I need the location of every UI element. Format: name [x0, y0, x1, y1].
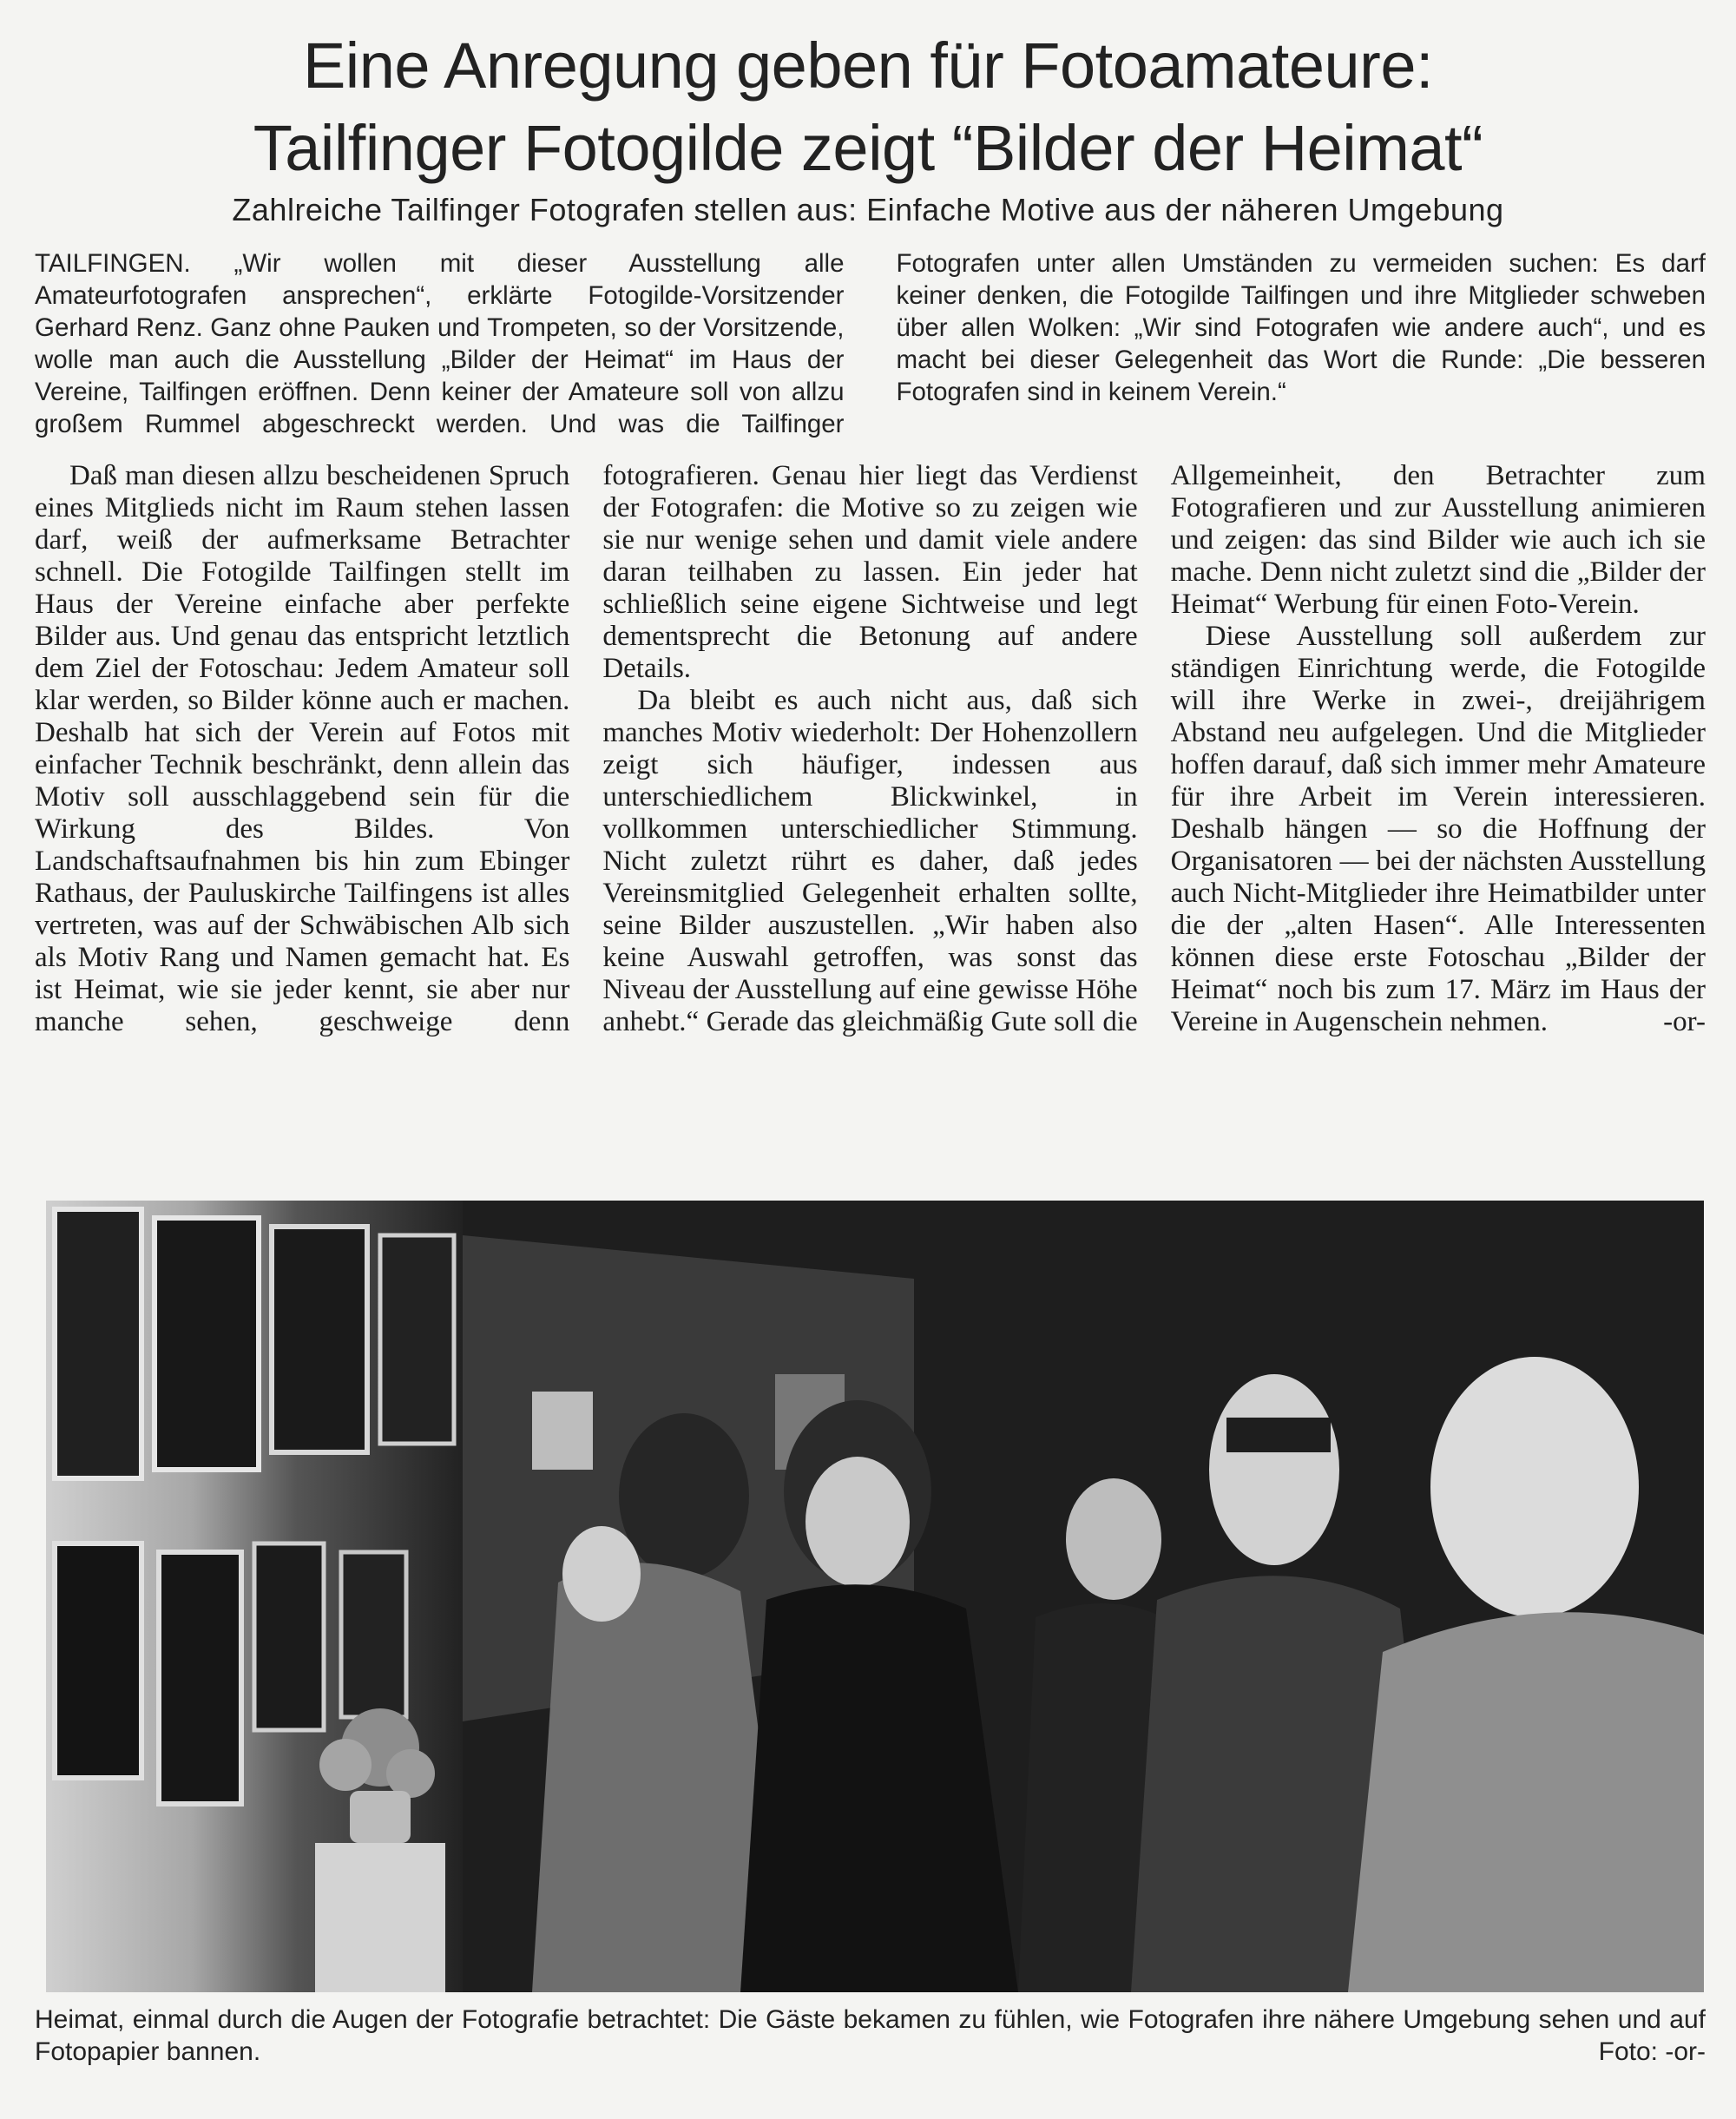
photo-credit: Foto: -or-	[1598, 2037, 1706, 2066]
headline-line-2: Tailfinger Fotogilde zeigt “Bilder der Heimat“	[253, 112, 1483, 184]
intro-paragraph: TAILFINGEN. „Wir wollen mit dieser Ausstellung alle Amateurfotografen ansprechen“, erklärte Fotogilde-Vorsitzender Gerhard Renz. Ganz ohne Pauken und Trompeten, so der Vorsitzende, wolle man auch die Ausstellung „Bilder der Heimat“ im Haus der Vereine, Tailfingen eröffnen. Denn keiner der Amateure soll von allzu großem Rummel abgeschreckt werden. Und was die Tailfinger Fotografen unter allen Umständen zu vermeiden suchen: Es darf keiner denken, die Fotogilde Tailfingen und ihre Mitglieder schweben über allen Wolken: „Wir sind Fotografen wie andere auch“, und es macht bei dieser Gelegenheit das Wort die Runde: „Die besseren Fotografen sind in keinem Verein.“	[35, 249, 1706, 438]
headline-line-1: Eine Anregung geben für Fotoamateure:	[302, 30, 1434, 102]
photo-caption	[35, 2004, 1706, 2068]
subheadline: Zahlreiche Tailfinger Fotografen stellen aus: Einfache Motive aus der näheren Umgebung	[232, 192, 1504, 227]
article-body	[35, 460, 1706, 1172]
body-paragraph-2: Da bleibt es auch nicht aus, daß sich manches Motiv wiederholt: Der Hohenzollern zeigt sich häufiger, indessen aus unterschiedlichem Blickwinkel, in vollkommen unterschiedlicher Stimmung. Nicht zuletzt rührt es daher, daß jedes Vereinsmitglied Gelegenheit erhalten sollte, seine Bilder auszustellen. „Wir haben also keine Auswahl getroffen, was sonst das Niveau der Ausstellung auf eine gewisse Höhe anhebt.“ Gerade das gleichmäßig Gute soll die Allgemeinheit, den Betrachter zum Fotografieren und zur Ausstellung animieren und zeigen: das sind Bilder wie auch ich sie mache. Denn nicht zuletzt sind die „Bilder der Heimat“ Werbung für einen Foto-Verein.	[602, 460, 1706, 1037]
body-paragraph-3	[1171, 621, 1706, 1038]
intro-paragraph-block	[35, 247, 1706, 447]
body-paragraph-3-text: Diese Ausstellung soll außerdem zur ständigen Einrichtung werde, die Fotogilde will ihre Werke in zwei-, dreijährigem Abstand neu aufgelegen. Und die Mitglieder hoffen darauf, daß sich immer mehr Amateure für ihre Arbeit im Verein interessieren. Deshalb hängen — so die Hoffnung der Organisatoren — bei der nächsten Ausstellung auch Nicht-Mitglieder ihre Heimatbilder unter die der „alten Hasen“. Alle Interessenten können diese erste Fotoschau „Bilder der Heimat“ noch bis zum 17. März im Haus der Vereine in Augenschein nehmen.	[1170, 621, 1706, 1037]
author-byline: -or-	[1663, 1006, 1706, 1037]
body-paragraph-1: Daß man diesen allzu bescheidenen Spruch eines Mitglieds nicht im Raum stehen lassen darf, weiß der aufmerksame Betrachter schnell. Die Fotogilde Tailfingen stellt im Haus der Vereine einfache aber perfekte Bilder aus. Und genau das entspricht letztlich dem Ziel der Fotoschau: Jedem Amateur soll klar werden, so Bilder könne auch er machen. Deshalb hat sich der Verein auf Fotos mit einfacher Technik beschränkt, denn allein das Motiv soll ausschlaggebend sein für die Wirkung des Bildes. Von Landschaftsaufnahmen bis hin zum Ebinger Rathaus, der Pauluskirche Tailfingens ist alles vertreten, was auf der Schwäbischen Alb sich als Motiv Rang und Namen gemacht hat. Es ist Heimat, wie sie jeder kennt, sie aber nur manche sehen, geschweige denn fotografieren. Genau hier liegt das Verdienst der Fotografen: die Motive so zu zeigen wie sie nur wenige sehen und damit viele andere daran teilhaben zu lassen. Ein jeder hat schließlich seine eigene Sichtweise und legt dementsprecht die Betonung auf andere Details.	[35, 460, 1138, 1037]
exhibition-photo	[46, 1201, 1704, 1992]
caption-text: Heimat, einmal durch die Augen der Fotografie betrachtet: Die Gäste bekamen zu fühlen, wie Fotografen ihre nähere Umgebung sehen und auf Fotopapier bannen.	[35, 2005, 1706, 2066]
